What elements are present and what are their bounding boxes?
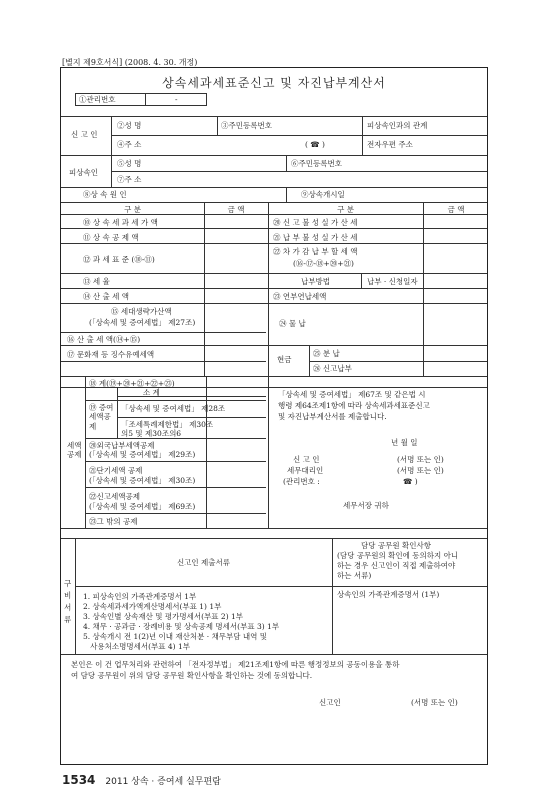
book-title: 2011 상속 · 증여세 실무편람 [105, 777, 221, 787]
gift-law-2b: 의5 및 제30조의6 [121, 429, 182, 438]
payment-date-label: 납부 · 신청일자 [367, 277, 418, 286]
officer-head-3: 하는 경우 신고인이 직접 제출하여야 [337, 561, 456, 570]
start-date-label: ⑨상속개시일 [301, 190, 345, 199]
deceased-rrn-label: ⑥주민등록번호 [291, 159, 342, 168]
tax-office: 세무서장 귀하 [343, 501, 389, 510]
declaration-date: 년 월 일 [391, 438, 418, 447]
officer-item: 상속인의 가족관계증명서 (1부) [337, 590, 440, 599]
row-14: ⑭ 산 출 세 액 [83, 292, 130, 301]
row-16: ⑯ 산 출 세 액(⑭+⑮) [67, 335, 141, 344]
docs-group-label: 구 비 서 류 [64, 579, 72, 624]
foreign-credit-law: (「상속세 및 증여세법」 제29조) [89, 450, 196, 459]
row-22-formula: (⑯-⑰-⑱+⑳+㉑) [293, 259, 354, 268]
declaration-line-2: 행령 제64조제1항에 따라 상속세과세표준신고 [278, 401, 430, 410]
row-26: ㉖ 신고납부 [313, 364, 352, 373]
doc-item-5: 5. 상속개시 전 1(2)년 이내 재산처분 · 채무부담 내역 및 [83, 632, 268, 641]
filer-sign: (서명 또는 인) [397, 455, 444, 464]
consent-line-1: 본인은 이 건 업무처리와 관련하여 「전자정부법」 제21조제1항에 따른 행정정보의 공동이용을 통하 [71, 660, 400, 669]
consent-sign: (서명 또는 인) [411, 698, 458, 707]
right-category-head: 구 분 [337, 205, 354, 214]
other-credit: ㉓그 밖의 공제 [89, 517, 138, 526]
row-11: ⑪ 상 속 공 제 액 [83, 233, 139, 242]
filer-name-label: ②성 명 [117, 121, 142, 130]
short-credit-law: (「상속세 및 증여세법」 제30조) [89, 476, 196, 485]
officer-head-1: 담당 공무원 확인사항 [361, 541, 431, 550]
row-15: ⑮ 세대생략가산액 [111, 307, 172, 316]
subtotal-label: 소 계 [143, 388, 160, 397]
filer-sign-label: 신 고 인 [293, 455, 320, 464]
mgmt-no-value: - [175, 95, 178, 104]
payment-method-label: 납부방법 [301, 277, 330, 286]
filer-group-label: 신 고 인 [71, 130, 98, 139]
doc-item-4: 4. 채무 · 공과금 · 장례비용 및 상속공제 명세서(부표 3) 1부 [83, 622, 280, 631]
officer-head-2: (담당 공무원의 확인에 동의하지 아니 [337, 551, 459, 560]
email-label: 전자우편 주소 [367, 140, 413, 149]
left-amount-head: 금 액 [227, 205, 245, 214]
doc-item-3: 3. 상속인별 상속재산 및 평가명세서(부표 2) 1부 [83, 612, 244, 621]
tax-form [60, 67, 488, 765]
consent-line-2: 여 담당 공무원이 위의 담당 공무원 확인사항을 확인하는 것에 동의합니다. [71, 671, 313, 680]
agent-sign: (서명 또는 인) [397, 466, 444, 475]
row-13: ⑬ 세 율 [83, 277, 110, 286]
consent-signer: 신고인 [319, 698, 341, 707]
gift-law-2a: 「조세특례제한법」 제30조 [121, 420, 214, 429]
cause-label: ⑧상 속 원 인 [83, 190, 127, 199]
row-21: ㉑ 납 부 불 성 실 가 산 세 [273, 233, 358, 242]
deceased-address-label: ⑦주 소 [117, 175, 142, 184]
officer-head-4: 하는 서류) [337, 571, 372, 580]
agent-phone: ☎ ) [403, 477, 418, 486]
relation-label: 피상속인과의 관계 [367, 121, 428, 130]
gift-law-1: 「상속세 및 증여세법」 제28조 [121, 404, 226, 413]
form-number: [별지 제9호서식] (2008. 4. 30. 개정) [62, 58, 198, 67]
row-23: ㉓ 연부연납세액 [273, 292, 327, 301]
agent-no-label: (관리번호 : [283, 477, 320, 486]
filer-address-label: ④주 소 [117, 140, 142, 149]
row-12: ⑫ 과 세 표 준 (⑩-⑪) [83, 255, 155, 264]
form-title: 상속세과세표준신고 및 자진납부계산서 [162, 76, 386, 90]
doc-item-1: 1. 피상속인의 가족관계증명서 1부 [83, 592, 197, 601]
row-15-law: (「상속세 및 증여세법」 제27조) [89, 318, 196, 327]
gift-credit-label: ⑲ 증여세액공제 [89, 403, 114, 431]
row-22: ㉒ 차 가 감 납 부 할 세 액 [273, 247, 358, 256]
foreign-credit: ⑳외국납부세액공제 [89, 441, 155, 450]
deceased-group-label: 피상속인 [69, 168, 98, 177]
report-credit-law: (「상속세 및 증여세법」 제69조) [89, 502, 196, 511]
doc-item-6: 사용처소명명세서(부표 4) 1부 [83, 642, 191, 651]
filer-docs-head: 신고인 제출서류 [176, 558, 231, 567]
report-credit: ㉒신고세액공제 [89, 492, 140, 501]
agent-label: 세무대리인 [287, 466, 324, 475]
page-footer [62, 773, 221, 787]
left-category-head: 구 분 [124, 205, 141, 214]
row-10: ⑩ 상 속 세 과 세 가 액 [83, 218, 158, 227]
row-20: ⑳ 신 고 불 성 실 가 산 세 [273, 218, 358, 227]
credit-group-label: 세액공제 [67, 441, 82, 460]
credit-total: ⑱ 계(⑲+⑳+㉑+㉒+㉓) [89, 379, 175, 388]
filer-phone: ( ☎ ) [305, 140, 325, 149]
right-amount-head: 금 액 [447, 205, 465, 214]
deceased-name-label: ⑤성 명 [117, 159, 142, 168]
declaration-line-3: 및 자진납부계산서를 제출합니다. [278, 412, 387, 421]
row-25: ㉕ 분 납 [313, 349, 340, 358]
filer-rrn-label: ③주민등록번호 [221, 121, 272, 130]
mgmt-no-label: ①관리번호 [79, 95, 116, 104]
declaration-line-1: 「상속세 및 증여세법」 제67조 및 같은법 시 [278, 390, 426, 399]
doc-item-2: 2. 상속세과세가액계산명세서(부표 1) 1부 [83, 602, 222, 611]
page-number: 1534 [62, 773, 96, 787]
short-credit: ㉑단기세액 공제 [89, 466, 143, 475]
cash-label: 현금 [277, 355, 292, 364]
row-24: ㉔ 물 납 [279, 319, 306, 328]
row-17: ⑰ 문화재 등 징수유예세액 [67, 350, 155, 359]
